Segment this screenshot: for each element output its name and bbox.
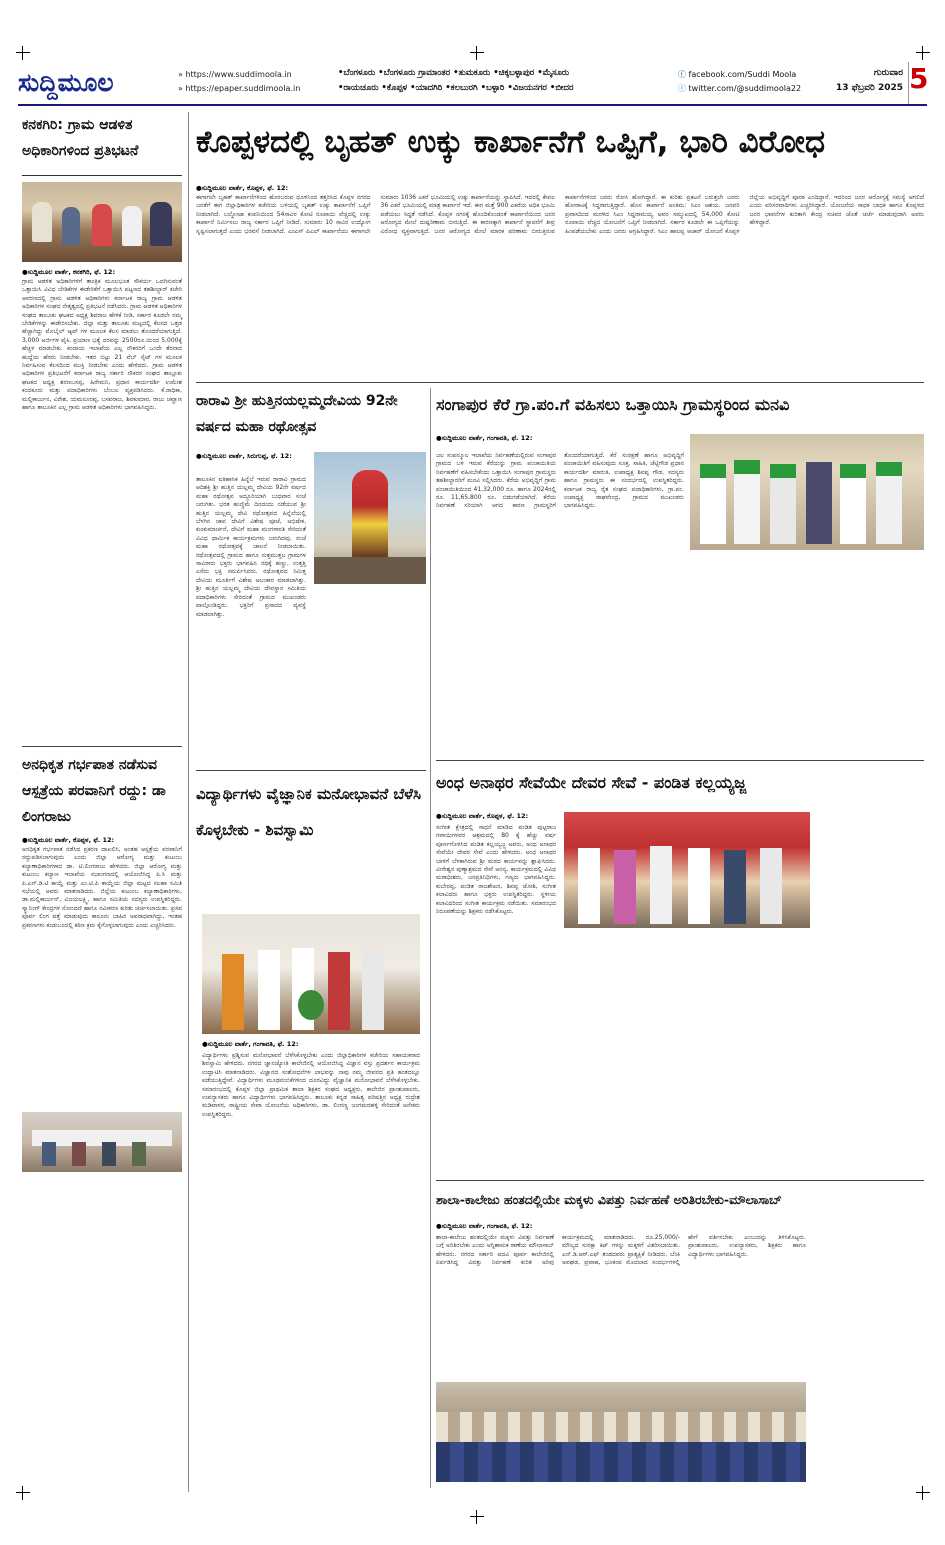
section-rule: [196, 770, 426, 771]
masthead: [18, 62, 927, 106]
city-editions: [338, 66, 678, 96]
story-abortion: [22, 752, 182, 1488]
story-headline: ರಾರಾವಿ ಶ್ರೀ ಹುತ್ತಿನಯಲ್ಲಮ್ಮದೇವಿಯ 92ನೇ ವರ್ಷದ ಮಹಾ ರಥೋತ್ಸವ: [196, 393, 398, 435]
story-byline: ●ಸುದ್ದಿಮೂಲ ವಾರ್ತೆ, ಕೊಪ್ಪಳ, ಫೆ. 12:: [22, 836, 115, 844]
story-kanakagiri: [22, 112, 182, 742]
masthead-logo: ಸುದ್ದಿಮೂಲ: [18, 68, 114, 97]
facebook-icon: ⓕ: [678, 70, 686, 79]
masthead-urls: » https://www.suddimoola.in » https://epaper.suddimoola.in: [178, 70, 301, 93]
epaper-link[interactable]: https://epaper.suddimoola.in: [185, 84, 301, 93]
column-rule: [430, 388, 431, 1488]
story-headline: ಕನಕಗಿರಿ: ಗ್ರಾಮ ಆಡಳಿತ ಅಧಿಕಾರಿಗಳಿಂದ ಪ್ರತಿಭಟನೆ: [22, 112, 182, 176]
day-label: ಗುರುವಾರ: [873, 68, 903, 78]
story-school: [436, 1186, 924, 1488]
story-headline: ಸಂಗಾಪುರ ಕೆರೆ ಗ್ರಾ.ಪಂ.ಗೆ ವಹಿಸಲು ಒತ್ತಾಯಿಸಿ ಗ್ರಾಮಸ್ಥರಿಂದ ಮನವಿ: [436, 395, 790, 414]
students-photo: [436, 1382, 806, 1482]
story-byline: ●ಸುದ್ದಿಮೂಲ ವಾರ್ತೆ, ಕನಕಗಿರಿ, ಫೆ. 12:: [22, 268, 116, 276]
date-label: 13 ಫೆಬ್ರವರಿ 2025: [836, 83, 903, 93]
registration-mark: [470, 1510, 484, 1524]
story-headline: ಅಂಧ ಅನಾಥರ ಸೇವೆಯೇ ದೇವರ ಸೇವೆ - ಪಂಡಿತ ಕಲ್ಲಯ್ಯಜ್ಜ: [436, 773, 747, 792]
story-byline: ●ಸುದ್ದಿಮೂಲ ವಾರ್ತೆ, ಗಂಗಾವತಿ, ಫೆ. 12:: [202, 1040, 299, 1048]
story-body-continued: [564, 934, 810, 1172]
story-headline: ಶಾಲಾ-ಕಾಲೇಜು ಹಂತದಲ್ಲಿಯೇ ಮಕ್ಕಳು ವಿಪತ್ತು ನಿರ್ವಹಣೆ ಅರಿತಿರಬೇಕು-ಮೌಲಾಸಾಬ್: [436, 1192, 782, 1207]
social-links: [678, 68, 801, 96]
dateline: [818, 66, 903, 96]
registration-mark: [16, 1486, 30, 1500]
chariot-photo: [314, 452, 426, 584]
meeting-photo: [22, 1112, 182, 1172]
section-rule: [22, 746, 182, 747]
story-body-continued: [690, 556, 924, 752]
story-body-continued: [814, 1222, 924, 1482]
story-body: ಸಂಗೀತ ಕ್ಷೇತ್ರದಲ್ಲಿ ಸಾಧನೆ ಮಾಡಿದ ಪಂಡಿತ ಪುಟ್ಟರಾಜ ಗವಾಯಿಗಳವರ ಆಶ್ರಮದಲ್ಲಿ 80 ಕ್ಕೆ ಹೆಚ್ಚು ವರ್ಷ ಪೂರ್ಣಗೊಳಿಸಿದ ಪಂಡಿತ ಕಲ್ಲಯ್ಯಜ್ಜ ಅವರು, ಅಂಧ ಅನಾಥರ ಸೇವೆಯೇ ದೇವರ ಸೇವೆ ಎಂದು ಹೇಳಿದರು. ಅಂಧ ಅನಾಥರ ಬಾಳಿಗೆ ಬೆಳಕಾಗಿರುವ ಶ್ರೀ ಮಠದ ಕಾರ್ಯವನ್ನು ಶ್ಲಾಘಿಸಿದರು. ವೀರೇಶ್ವರ ಪುಣ್ಯಾಶ್ರಮದ ಸೇವೆ ಅನನ್ಯ. ಕಾರ್ಯಕ್ರಮದಲ್ಲಿ ವಿವಿಧ ಮಠಾಧೀಶರು, ಜನಪ್ರತಿನಿಧಿಗಳು, ಗಣ್ಯರು ಭಾಗವಹಿಸಿದ್ದರು. ಕುಬೇರಪ್ಪ, ಪಂಡಿತ ರಾಜಶೇಖರ, ಶಿವಪ್ಪ ಜೋಶಿ, ಸಂಗೀತ ಕಲಾವಿದರು ಹಾಗೂ ಭಕ್ತರು ಉಪಸ್ಥಿತರಿದ್ದರು. ಸ್ಥಳೀಯ ಕಲಾವಿದರಿಂದ ಸಂಗೀತ ಕಾರ್ಯಕ್ರಮ ನಡೆಯಿತು. ಸಮಾರಂಭದ ನಿರೂಪಣೆಯನ್ನು ಶಿಕ್ಷಕರು ನಡೆಸಿಕೊಟ್ಟರು.: [436, 824, 556, 916]
story-body: ತಾಲೂಕಿನ ಐತಿಹಾಸಿಕ ಹಿನ್ನೆಲೆ ಇರುವ ರಾರಾವಿ ಗ್ರಾಮದ ಆದಿಶಕ್ತಿ ಶ್ರೀ ಹುತ್ತಿನ ಯಲ್ಲಮ್ಮ ದೇವಿಯ 92ನೇ ವರ್ಷದ ಮಹಾ ರಥೋತ್ಸವ ಅದ್ದೂರಿಯಾಗಿ ಬುಧವಾರ ಸಂಜೆ ಜರುಗಿತು. ಭರತ ಹುಣ್ಣಿಮೆ ದಿನದಂದು ನಡೆಯುವ ಶ್ರೀ ಹುತ್ತಿನ ಯಲ್ಲಮ್ಮ ದೇವಿ ರಥೋತ್ಸವದ ಹಿನ್ನೆಲೆಯಲ್ಲಿ ಬೆಳಗಿನ ಜಾವ ದೇವಿಗೆ ವಿಶೇಷ ಪೂಜೆ, ಅಭಿಷೇಕ, ಕುಂಕುಮಾರ್ಚನೆ, ದೇವಿಗೆ ಮಹಾ ಮಂಗಳಾರತಿ ಸೇರಿದಂತೆ ವಿವಿಧ ಧಾರ್ಮಿಕ ಕಾರ್ಯಕ್ರಮಗಳು ಜರುಗಿದವು. ಸಂಜೆ ಮಹಾ ರಥೋತ್ಸವಕ್ಕೆ ಚಾಲನೆ ನೀಡಲಾಯಿತು. ರಥೋತ್ಸವದಲ್ಲಿ ಗ್ರಾಮದ ಹಾಗೂ ಸುತ್ತಮುತ್ತಲ ಗ್ರಾಮಗಳ ಸಾವಿರಾರು ಭಕ್ತರು ಭಾಗವಹಿಸಿ ರಥಕ್ಕೆ ಹಣ್ಣು, ಉತ್ತತ್ತಿ ಎಸೆದು ಭಕ್ತಿ ಸಮರ್ಪಿಸಿದರು. ರಥೋತ್ಸವದ ನಿಮಿತ್ತ ದೇವಿಯ ಮೂರ್ತಿಗೆ ವಿಶೇಷ ಅಲಂಕಾರ ಮಾಡಲಾಗಿತ್ತು. ಶ್ರೀ ಹುತ್ತಿನ ಯಲ್ಲಮ್ಮ ದೇವಿಯ ದೇವಸ್ಥಾನ ಸಮಿತಿಯ ಪದಾಧಿಕಾರಿಗಳು ಸೇರಿದಂತೆ ಗ್ರಾಮದ ಮುಖಂಡರು ಪಾಲ್ಗೊಂಡಿದ್ದರು. ಭಕ್ತರಿಗೆ ಪ್ರಸಾದದ ವ್ಯವಸ್ಥೆ ಮಾಡಲಾಗಿತ್ತು.: [196, 476, 306, 618]
city-line-1: •ಬೆಂಗಳೂರು •ಬೆಂಗಳೂರು ಗ್ರಾಮಾಂತರ •ತುಮಕೂರು •ಚಿಕ್ಕಬಳ್ಳಾಪುರ •ಮೈಸೂರು: [338, 68, 570, 78]
section-rule: [436, 760, 924, 761]
section-rule: [436, 1180, 924, 1181]
page-number: 5: [908, 62, 927, 104]
registration-mark: [16, 46, 30, 60]
group-photo: [690, 434, 924, 550]
section-rule: [196, 382, 924, 383]
city-line-2: •ರಾಯಚೂರು •ಕೊಪ್ಪಳ •ಯಾದಗಿರಿ •ಕಲಬುರಗಿ •ಬಳ್ಳಾರಿ •ವಿಜಯನಗರ •ಬೀದರ: [338, 83, 574, 93]
story-body: ಗ್ರಾಮ ಆಡಳಿತ ಅಧಿಕಾರಿಗಳಿಗೆ ತಾಂತ್ರಿಕ ಮೂಲಭೂತ ಸೌಕರ್ಯ ಒದಗಿಸುವಂತೆ ಒತ್ತಾಯಿಸಿ ವಿವಿಧ ಬೇಡಿಕೆಗಳ ಈಡೇರಿಕೆಗೆ ಒತ್ತಾಯಿಸಿ ಪಟ್ಟಣದ ತಹಶೀಲ್ದಾರ್ ಕಚೇರಿ ಆವರಣದಲ್ಲಿ ಗ್ರಾಮ ಆಡಳಿತ ಅಧಿಕಾರಿಗಳು ಕರ್ನಾಟಕ ರಾಜ್ಯ ಗ್ರಾಮ ಆಡಳಿತ ಅಧಿಕಾರಿಗಳ ಸಂಘದ ನೇತೃತ್ವದಲ್ಲಿ ಪ್ರತಿಭಟನೆ ನಡೆಸಿದರು. ಗ್ರಾಮ ಆಡಳಿತ ಅಧಿಕಾರಿಗಳ ಸಂಘದ ತಾಲೂಕು ಘಟಕದ ಅಧ್ಯಕ್ಷ ಶಿವರಾಜ ಹೇಳಿಕೆ ನೀಡಿ, ಸರ್ಕಾರ ಕೂಡಲೇ ನಮ್ಮ ಬೇಡಿಕೆಗಳನ್ನು ಈಡೇರಿಸಬೇಕು. ಜಿಲ್ಲಾ ಮತ್ತು ತಾಲೂಕು ಮಟ್ಟದಲ್ಲಿ ಕೆಲಸದ ಒತ್ತಡ ಹೆಚ್ಚಾಗಿದ್ದು ಮೊಬೈಲ್ ಆ್ಯಪ್ ಗಳ ಮೂಲಕ ಕೆಲಸ ಮಾಡಲು ತೊಂದರೆಯಾಗುತ್ತಿದೆ. 3,000 ಅರ್ಜಿಗಳ ಪೈಕಿ, ಪ್ರಯಾಣ ಭತ್ಯೆ ದರವನ್ನು 2500ರೂ.ಯಿಂದ 5,000ಕ್ಕೆ ಹೆಚ್ಚಳ ಮಾಡಬೇಕು. ಕಂದಾಯ ಇಲಾಖೆಯ ಎಲ್ಲ ನೌಕರರಿಗೆ ಒಂದೇ ತೆರನಾದ ಹುದ್ದೆಯ ಹೆಸರು ನೀಡಬೇಕು. ಇತರ ಬಿಟ್ಟು 21 ವೆಬ್ ಸೈಟ್ ಗಳ ಮೂಲಕ ನಿರ್ವಹಿಸುವ ಕೆಲಸದಿಂದ ಮುಕ್ತಿ ನೀಡಬೇಕು ಎಂದು ಹೇಳಿದರು. ಗ್ರಾಮ ಆಡಳಿತ ಅಧಿಕಾರಿಗಳ ಪ್ರತಿಭಟನೆಗೆ ಕರ್ನಾಟಕ ರಾಜ್ಯ ಸರ್ಕಾರಿ ನೌಕರರ ಸಂಘದ ತಾಲ್ಲೂಕು ಘಟಕದ ಅಧ್ಯಕ್ಷ ಶರಣಬಸಪ್ಪ, ಹಿರೇಮನಿ, ಪ್ರಧಾನ ಕಾರ್ಯದರ್ಶಿ ಉಮೇಶ ಕಂದಕೂರು ಮತ್ತು ಪದಾಧಿಕಾರಿಗಳು ಬೆಂಬಲ ವ್ಯಕ್ತಪಡಿಸಿದರು. ಕೆ.ರಾಧಿಕಾ, ಮಲ್ಲಿಕಾರ್ಜುನ, ವಿರೇಶ, ಯಮನೂರಪ್ಪ, ಬಸವರಾಜ, ಶಿವಕುಮಾರ, ರಾಜು ಚವ್ಹಾಣ ಹಾಗೂ ತಾಲೂಕಿನ ಎಲ್ಲ ಗ್ರಾಮ ಆಡಳಿತ ಅಧಿಕಾರಿಗಳು ಭಾಗವಹಿಸಿದ್ದರು.: [22, 278, 182, 412]
twitter-icon: ⓣ: [678, 84, 686, 93]
facebook-link[interactable]: facebook.com/Suddi Moola: [688, 70, 797, 79]
registration-mark: [916, 46, 930, 60]
story-body: ಈಗಾಗಲೇ ಬೃಹತ್ ಕಾರ್ಖಾನೆಗಳಿಂದ ಹೊರಬರುವ ಧೂಳಿನಿಂದ ತತ್ತರಿಸಿದ ಕೊಪ್ಪಳ ನಗರದ ಜನತೆಗೆ ಈಗ ಜಿಲ್ಲಾಧಿಕಾರಿಗಳ ಕಚೇರಿಯ ಬಳಿಯಲ್ಲಿ ಬೃಹತ್ ಉಕ್ಕು ಕಾರ್ಖಾನೆಗೆ ಒಪ್ಪಿಗೆ ನೀಡಲಾಗಿದೆ. ಬಲ್ಡೋಟಾ ಕಂಪನಿಯಿಂದ 54ಸಾವಿರ ಕೋಟಿ ರೂಪಾಯಿ ವೆಚ್ಚದಲ್ಲಿ ಉಕ್ಕು ಕಾರ್ಖಾನೆ ನಿರ್ಮಿಸಲು ರಾಜ್ಯ ಸರ್ಕಾರ ಒಪ್ಪಿಗೆ ನೀಡಿದೆ. ಸುಮಾರು 10 ಸಾವಿರ ಉದ್ಯೋಗ ಸೃಷ್ಟಿಸಲಾಗುತ್ತದೆ ಎಂದು ಭರವಸೆ ನೀಡಲಾಗಿದೆ. ಎಂಎಸ್ ಪಿಎಲ್ ಕಾರ್ಖಾನೆಯು ಈಗಾಗಲೇ ಸುಮಾರು 1036 ಎಕರೆ ಭೂಮಿಯಲ್ಲಿ ಉಕ್ಕು ಕಾರ್ಖಾನೆಯನ್ನು ಸ್ಥಾಪಿಸಿದೆ. ಇದರಲ್ಲಿ ಕೇವಲ 36 ಎಕರೆ ಭೂಮಿಯಲ್ಲಿ ಮಾತ್ರ ಕಾರ್ಖಾನೆ ಇದೆ. ಈಗ ಮತ್ತೆ 900 ಎಕರೆಯ ಅಧಿಕ ಭೂಮಿ ಪಡೆಯಲು ಸಿದ್ಧತೆ ನಡೆಸಿದೆ. ಕೊಪ್ಪಳ ನಗರಕ್ಕೆ ಹೊಂದಿಕೊಂಡಂತೆ ಕಾರ್ಖಾನೆಯಿಂದ ಜನರ ಆರೋಗ್ಯದ ಮೇಲೆ ದುಷ್ಪರಿಣಾಮ ಬೀರುತ್ತಿದೆ. ಈ ಕಾರಣಕ್ಕಾಗಿ ಕಾರ್ಖಾನೆ ಸ್ಥಾಪನೆಗೆ ತೀವ್ರ ವಿರೋಧ ವ್ಯಕ್ತವಾಗುತ್ತಿದೆ. ಜನರ ಆರೋಗ್ಯದ ಮೇಲೆ ಮಾರಕ ಪರಿಣಾಮ ಬೀರುತ್ತಿರುವ ಕಾರ್ಖಾನೆಗಳಿಂದ ಜನರು ರೋಸಿ ಹೋಗಿದ್ದಾರೆ. ಈ ಕುರಿತು ಪ್ರಕಟನೆ ಬರುತ್ತಲೇ ಜನರು ಹೋರಾಟಕ್ಕೆ ಸಿದ್ಧರಾಗುತ್ತಿದ್ದಾರೆ. ಹೊಸ ಕಾರ್ಖಾನೆ ಅಂತಿಮ: ಸಿಎಂ ಆಶಯ. ಜನವರಿ ಪ್ರವಾಸದಿಂದ ಮರಳಿದ ಸಿಎಂ ಸಿದ್ದರಾಮಯ್ಯ ಅವರ ಸಮ್ಮುಖದಲ್ಲಿ 54,000 ಕೋಟಿ ರೂಪಾಯಿ ವೆಚ್ಚದ ಯೋಜನೆಗೆ ಒಪ್ಪಿಗೆ ನೀಡಲಾಗಿದೆ. ಸರ್ಕಾರ ಕೂಡಲೇ ಈ ಒಪ್ಪಿಗೆಯನ್ನು ಹಿಂಪಡೆಯಬೇಕು ಎಂದು ಜನರು ಆಗ್ರಹಿಸಿದ್ದಾರೆ. ಸಿಎಂ ಹಾಲಪ್ಪ ಆಚಾರ್ ಯೋಜನೆ ಕೊಪ್ಪಳ ಜಿಲ್ಲೆಯ ಅಭಿವೃದ್ಧಿಗೆ ಪೂರಕ ಎಂದಿದ್ದಾರೆ. ಇದರಿಂದ ಜನರ ಆರೋಗ್ಯಕ್ಕೆ ಸಮಸ್ಯೆ ಆಗಲಿದೆ ಎಂದು ಪರಿಸರವಾದಿಗಳು ಎಚ್ಚರಿಸಿದ್ದಾರೆ. ಯೋಜನೆಯ ಸಾಧಕ ಬಾಧಕ ಹಾಗೂ ಕೊಪ್ಪಳದ ಜನರ ಭಾವನೆಗಳ ಕುರಿತಾಗಿ ಕೇಂದ್ರ ಸಚಿವರ ಜೊತೆ ಚರ್ಚೆ ಮಾಡುವುದಾಗಿ ಅವರು ಹೇಳಿದ್ದಾರೆ.: [196, 194, 924, 235]
story-byline: ●ಸುದ್ದಿಮೂಲ ವಾರ್ತೆ, ಕೊಪ್ಪಳ, ಫೆ. 12:: [196, 184, 289, 192]
web-link[interactable]: https://www.suddimoola.in: [185, 70, 292, 79]
story-byline: ●ಸುದ್ದಿಮೂಲ ವಾರ್ತೆ, ಗಂಗಾವತಿ, ಫೆ. 12:: [436, 434, 533, 442]
story-headline: ಅನಧಿಕೃತ ಗರ್ಭಪಾತ ನಡೆಸುವ ಆಸ್ಪತ್ರೆಯ ಪರವಾನಿಗೆ ರದ್ದು: ಡಾ ಲಿಂಗರಾಜು: [22, 757, 166, 825]
story-headline: ಕೊಪ್ಪಳದಲ್ಲಿ ಬೃಹತ್ ಉಕ್ಕು ಕಾರ್ಖಾನೆಗೆ ಒಪ್ಪಿಗೆ, ಭಾರಿ ವಿರೋಧ: [196, 124, 825, 160]
registration-mark: [916, 1486, 930, 1500]
story-headline: ವಿದ್ಯಾರ್ಥಿಗಳು ವೈಜ್ಞಾನಿಕ ಮನೋಭಾವನೆ ಬೆಳೆಸಿ ಕೊಳ್ಳಬೇಕು - ಶಿವಸ್ವಾಮಿ: [196, 785, 421, 839]
twitter-link[interactable]: twitter.com/@suddimoola22: [688, 84, 802, 93]
news-photo: [22, 182, 182, 262]
story-body-continued: [22, 1178, 182, 1484]
story-vijnana: [196, 776, 426, 1488]
story-body: ಅನಧಿಕೃತ ಗರ್ಭಪಾತ ನಡೆಸಿದ ಪ್ರಕರಣ ದಾಖಲಿಸಿ, ಅಂತಹ ಆಸ್ಪತ್ರೆಯ ಪರವಾನಿಗೆ ರದ್ದುಪಡಿಸಲಾಗುವುದು ಎಂದು ಜಿಲ್ಲಾ ಆರೋಗ್ಯ ಮತ್ತು ಕುಟುಂಬ ಕಲ್ಯಾಣಾಧಿಕಾರಿಗಳಾದ ಡಾ. ಟಿ.ಲಿಂಗರಾಜು ಹೇಳಿದರು. ಜಿಲ್ಲಾ ಆರೋಗ್ಯ ಮತ್ತು ಕುಟುಂಬ ಕಲ್ಯಾಣ ಇಲಾಖೆಯ ಸಭಾಂಗಣದಲ್ಲಿ ಆಯೋಜಿಸಿದ್ದ ಪಿ.ಸಿ ಮತ್ತು ಪಿ.ಎನ್.ಡಿ.ಟಿ ಕಾಯ್ದೆ ಮತ್ತು ಎಂ.ಟಿ.ಪಿ ಕಾಯ್ದೆಯ ಜಿಲ್ಲಾ ಮಟ್ಟದ ಸಲಹಾ ಸಮಿತಿ ಸಭೆಯಲ್ಲಿ ಅವರು ಮಾತನಾಡಿದರು. ಜಿಲ್ಲೆಯ ಕುಟುಂಬ ಕಲ್ಯಾಣಾಧಿಕಾರಿಗಳು, ಡಾ.ಮಲ್ಲಿಕಾರ್ಜುನ್, ವಿಜಯಲಕ್ಷ್ಮಿ, ಹಾಗೂ ಸಮಿತಿಯ ಸದಸ್ಯರು ಉಪಸ್ಥಿತರಿದ್ದರು. ಸ್ಕ್ಯಾನಿಂಗ್ ಕೇಂದ್ರಗಳ ನೋಂದಣಿ ಹಾಗೂ ನವೀಕರಣ ಕುರಿತು ಚರ್ಚಿಸಲಾಯಿತು. ಪ್ರಸವ ಪೂರ್ವ ಲಿಂಗ ಪತ್ತೆ ಮಾಡುವುದು ಕಾನೂನು ಬಾಹಿರ ಅಪರಾಧವಾಗಿದ್ದು, ಇಂತಹ ಪ್ರಕರಣಗಳು ಕಂಡುಬಂದಲ್ಲಿ ಕಠಿಣ ಕ್ರಮ ಕೈಗೊಳ್ಳಲಾಗುವುದು ಎಂದು ಎಚ್ಚರಿಸಿದರು.: [22, 846, 182, 929]
story-body-continued: [818, 812, 924, 1172]
stage-photo: [564, 812, 810, 928]
story-koppal-steel: [196, 112, 924, 380]
story-body: ಜಲ ಸಂಪನ್ಮೂಲ ಇಲಾಖೆಯ ನಿರ್ವಹಣೆಯಲ್ಲಿರುವ ಸಂಗಾಪುರ ಗ್ರಾಮದ ಬಳಿ ಇರುವ ಕೆರೆಯನ್ನು ಗ್ರಾಮ ಪಂಚಾಯಿತಿಯ ನಿರ್ವಹಣೆಗೆ ವಹಿಸಬೇಕೆಂದು ಒತ್ತಾಯಿಸಿ ಸಂಗಾಪುರ ಗ್ರಾಮಸ್ಥರು ತಹಶೀಲ್ದಾರರಿಗೆ ಮನವಿ ಸಲ್ಲಿಸಿದರು. ಕೆರೆಯ ಅಭಿವೃದ್ಧಿಗೆ ಗ್ರಾಮ ಪಂಚಾಯಿತಿಯಿಂದ 41,32,000 ರೂ. ಹಾಗೂ 2024ರಲ್ಲಿ ರೂ. 11,65,800 ರೂ. ಬಿಡುಗಡೆಯಾಗಿದೆ. ಕೆರೆಯ ನಿರ್ವಹಣೆ ಸರಿಯಾಗಿ ಆಗದ ಕಾರಣ ಗ್ರಾಮಸ್ಥರಿಗೆ ತೊಂದರೆಯಾಗುತ್ತಿದೆ. ಕೆರೆ ಸಂರಕ್ಷಣೆ ಹಾಗೂ ಅಭಿವೃದ್ಧಿಗೆ ಪಂಚಾಯಿತಿಗೆ ವಹಿಸುವುದು ಸೂಕ್ತ. ಸಾಹಿತಿ, ಚೆಟ್ಟಿಗೌಡ ಪ್ರಧಾನ ಕಾರ್ಯದರ್ಶಿ ಮಾರುತಿ, ಉಪಾಧ್ಯಕ್ಷ ಶಿವಪ್ಪ ಗೌಡ, ಸದಸ್ಯರು ಹಾಗೂ ಗ್ರಾಮಸ್ಥರು ಈ ಸಂದರ್ಭದಲ್ಲಿ ಉಪಸ್ಥಿತರಿದ್ದರು. ಕರ್ನಾಟಕ ರಾಜ್ಯ ರೈತ ಸಂಘದ ಪದಾಧಿಕಾರಿಗಳು, ಗ್ರಾ.ಪಂ. ಉಪಾಧ್ಯಕ್ಷ ರಾಘವೇಂದ್ರ, ಗ್ರಾಮದ ಮುಖಂಡರು ಭಾಗವಹಿಸಿದ್ದರು.: [436, 452, 684, 510]
story-ratha: [196, 388, 426, 768]
story-byline: ●ಸುದ್ದಿಮೂಲ ವಾರ್ತೆ, ಸಿರುಗುಪ್ಪ, ಫೆ. 12:: [196, 452, 292, 460]
story-sangapur: [436, 388, 924, 758]
story-kallayya: [436, 766, 924, 1176]
story-byline: ●ಸುದ್ದಿಮೂಲ ವಾರ್ತೆ, ಕೊಪ್ಪಳ, ಫೆ. 12:: [436, 812, 529, 820]
registration-mark: [470, 46, 484, 60]
story-body-continued: [196, 588, 426, 764]
story-body: ವಿದ್ಯಾರ್ಥಿಗಳು ಪ್ರಶ್ನಿಸುವ ಮನೋಭಾವನೆ ಬೆಳೆಸಿಕೊಳ್ಳಬೇಕು ಎಂದು ಜಿಲ್ಲಾಧಿಕಾರಿಗಳ ಕಚೇರಿಯ ಸಹಾಯಕರಾದ ಶಿವಸ್ವಾಮಿ ಹೇಳಿದರು. ನಗರದ ಜ್ಞಾನಜ್ಯೋತಿ ಕಾಲೇಜಿನಲ್ಲಿ ಆಯೋಜಿಸಿದ್ದ ವಿಜ್ಞಾನ ವಸ್ತು ಪ್ರದರ್ಶನ ಕಾರ್ಯಕ್ರಮ ಉದ್ಘಾಟಿಸಿ ಮಾತನಾಡಿದರು. ವಿಜ್ಞಾನದ ಸಂಶೋಧನೆಗಳ ಲಾಭವನ್ನು ನಾವು ನಮ್ಮ ಜೀವನದ ಪ್ರತಿ ಹಂತದಲ್ಲೂ ಪಡೆಯುತ್ತಿದ್ದೇವೆ. ವಿದ್ಯಾರ್ಥಿಗಳು ಮೂಢನಂಬಿಕೆಗಳಿಂದ ದೂರವಿದ್ದು ವೈಜ್ಞಾನಿಕ ಮನೋಭಾವನೆ ಬೆಳೆಸಿಕೊಳ್ಳಬೇಕು. ಸಮಾರಂಭದಲ್ಲಿ ಕೊಪ್ಪಳ ಜಿಲ್ಲಾ ಪ್ರಾಥಮಿಕ ಶಾಲಾ ಶಿಕ್ಷಕರ ಸಂಘದ ಅಧ್ಯಕ್ಷರು, ಕಾಲೇಜಿನ ಪ್ರಾಂಶುಪಾಲರು, ಉಪನ್ಯಾಸಕರು ಹಾಗೂ ವಿದ್ಯಾರ್ಥಿಗಳು ಭಾಗವಹಿಸಿದ್ದರು. ತಾಲೂಕು ಕನ್ನಡ ಸಾಹಿತ್ಯ ಪರಿಷತ್ತಿನ ಅಧ್ಯಕ್ಷ ರುದ್ರೇಶ ಮಡಿವಾಳರ, ರಾಷ್ಟ್ರೀಯ ಸೇವಾ ಯೋಜನೆಯ ಅಧಿಕಾರಿಗಳು, ಡಾ. ಲಿಂಗಣ್ಣ ಜಂಗಮರಹಳ್ಳಿ ಸೇರಿದಂತೆ ಅನೇಕರು ಉಪಸ್ಥಿತರಿದ್ದರು.: [202, 1052, 420, 1118]
story-body: ಶಾಲಾ-ಕಾಲೇಜು ಹಂತದಲ್ಲಿಯೇ ಮಕ್ಕಳು ವಿಪತ್ತು ನಿರ್ವಹಣೆ ಬಗ್ಗೆ ಅರಿತಿರಬೇಕು ಎಂದು ಅಗ್ನಿಶಾಮಕ ಠಾಣೆಯ ಮೌಲಾಸಾಬ್ ಹೇಳಿದರು. ನಗರದ ಸರ್ಕಾರಿ ಪದವಿ ಪೂರ್ವ ಕಾಲೇಜಿನಲ್ಲಿ ಏರ್ಪಡಿಸಿದ್ದ ವಿಪತ್ತು ನಿರ್ವಹಣೆ ಕುರಿತ ಅರಿವು ಕಾರ್ಯಕ್ರಮದಲ್ಲಿ ಮಾತನಾಡಿದರು. ರೂ.25,000/- ಮೌಲ್ಯದ ಸುರಕ್ಷಾ ಕಿಟ್ ಗಳನ್ನು ಮಕ್ಕಳಿಗೆ ವಿತರಿಸಲಾಯಿತು. ಎನ್.ಡಿ.ಆರ್.ಎಫ್ ತಂಡದವರು ಪ್ರಾತ್ಯಕ್ಷಿಕೆ ನೀಡಿದರು. ಬೆಂಕಿ ಅವಘಡ, ಪ್ರವಾಹ, ಭೂಕಂಪ ಮೊದಲಾದ ಸಂದರ್ಭಗಳಲ್ಲಿ ಹೇಗೆ ವರ್ತಿಸಬೇಕು ಎಂಬುದನ್ನು ತಿಳಿಸಿಕೊಟ್ಟರು. ಪ್ರಾಂಶುಪಾಲರು, ಉಪನ್ಯಾಸಕರು, ಶಿಕ್ಷಕರು ಹಾಗೂ ವಿದ್ಯಾರ್ಥಿಗಳು ಭಾಗವಹಿಸಿದ್ದರು.: [436, 1234, 806, 1267]
story-byline: ●ಸುದ್ದಿಮೂಲ ವಾರ್ತೆ, ಗಂಗಾವತಿ, ಫೆ. 12:: [436, 1222, 533, 1230]
column-rule: [188, 112, 189, 1492]
inauguration-photo: [202, 914, 420, 1034]
